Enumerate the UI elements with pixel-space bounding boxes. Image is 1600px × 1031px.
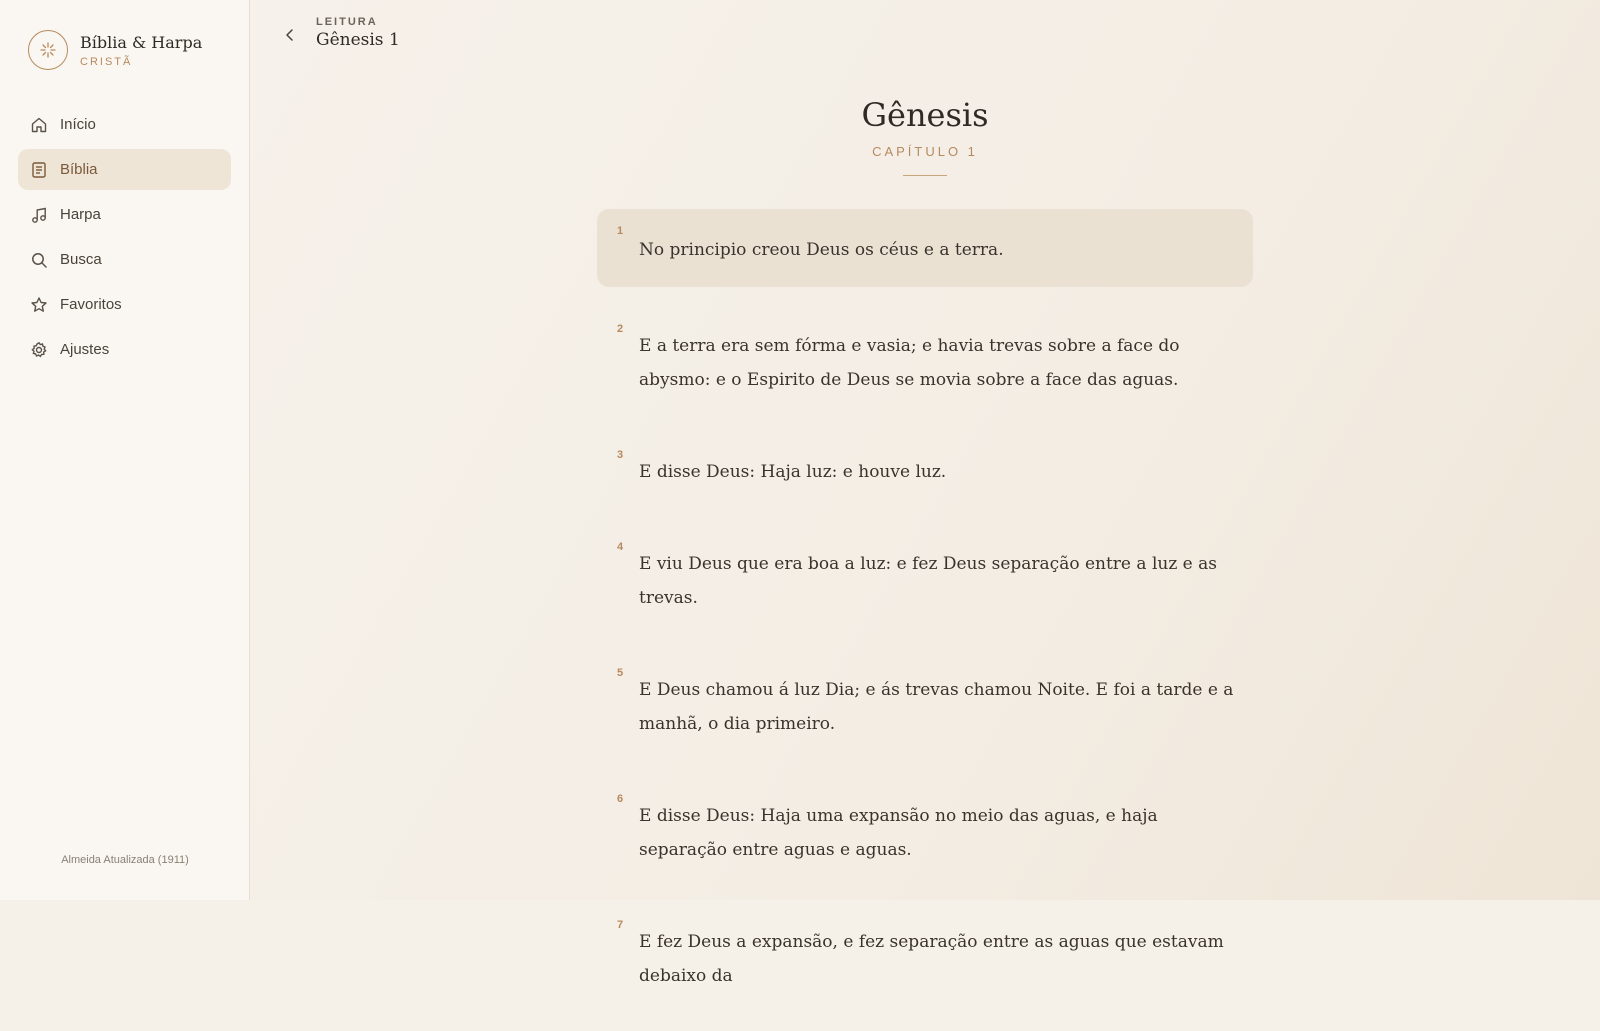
verse-item[interactable] (597, 209, 1253, 287)
sidebar-item-label: Ajustes (60, 341, 110, 358)
sidebar-item-busca[interactable] (18, 239, 231, 280)
sidebar-item-label: Início (60, 116, 96, 133)
sidebar-item-inicio[interactable] (18, 104, 231, 145)
sidebar-item-ajustes[interactable] (18, 329, 231, 370)
verse-text: E disse Deus: Haja uma expansão no meio das aguas, e haja separação entre aguas e aguas. (639, 806, 1158, 860)
sidebar-item-label: Busca (60, 251, 102, 268)
brand-subtitle: CRISTÃ (80, 55, 133, 68)
back-button[interactable] (278, 23, 302, 47)
verse-text: E Deus chamou á luz Dia; e ás trevas chamou Noite. E foi a tarde e a manhã, o dia primeiro. (639, 680, 1234, 734)
sidebar-item-favoritos[interactable] (18, 284, 231, 325)
verse-number: 7 (617, 919, 624, 931)
sidebar-nav (18, 104, 231, 370)
sidebar (0, 0, 250, 900)
verse-item[interactable] (597, 435, 1253, 505)
music-note-icon (30, 206, 48, 224)
chevron-left-icon (283, 28, 297, 42)
verse-number: 2 (617, 323, 624, 335)
sidebar-item-harpa[interactable] (18, 194, 231, 235)
sidebar-item-biblia[interactable] (18, 149, 231, 190)
verse-item[interactable] (597, 905, 1253, 1009)
topbar-crumb: Gênesis 1 (316, 30, 400, 50)
gear-icon (30, 341, 48, 359)
search-icon (30, 251, 48, 269)
sidebar-item-label: Favoritos (60, 296, 122, 313)
verse-item[interactable] (597, 527, 1253, 631)
star-icon (30, 296, 48, 314)
brand-name: Bíblia & Harpa (80, 32, 203, 52)
sparkle-icon (28, 30, 68, 70)
home-icon (30, 116, 48, 134)
verse-text: E fez Deus a expansão, e fez separação entre as aguas que estavam debaixo da (639, 932, 1224, 986)
verse-item[interactable] (597, 653, 1253, 757)
chapter-header (250, 96, 1600, 176)
sidebar-item-label: Harpa (60, 206, 101, 223)
verse-item[interactable] (597, 779, 1253, 883)
verse-text: E viu Deus que era boa a luz: e fez Deus separação entre a luz e as trevas. (639, 554, 1218, 608)
verse-number: 1 (617, 225, 624, 237)
verse-number: 6 (617, 793, 624, 805)
book-icon (30, 161, 48, 179)
verse-text: No principio creou Deus os céus e a terra. (639, 240, 1004, 260)
translation-note: Almeida Atualizada (1911) (61, 854, 189, 866)
reader-topbar (278, 16, 400, 50)
brand[interactable] (18, 30, 231, 70)
verse-text: E a terra era sem fórma e vasia; e havia trevas sobre a face do abysmo: e o Espirito de Deus se movia sobre a face das aguas. (639, 336, 1180, 390)
verse-number: 3 (617, 449, 624, 461)
verse-number: 4 (617, 541, 624, 553)
reader-main (250, 0, 1600, 986)
book-title: Gênesis (861, 96, 989, 134)
chapter-label: CAPÍTULO 1 (872, 144, 978, 159)
topbar-eyebrow: LEITURA (316, 16, 378, 28)
sidebar-item-label: Bíblia (60, 161, 98, 178)
header-divider (903, 175, 947, 176)
verse-number: 5 (617, 667, 624, 679)
verse-list (597, 209, 1253, 1031)
verse-item[interactable] (597, 309, 1253, 413)
verse-text: E disse Deus: Haja luz: e houve luz. (639, 462, 947, 482)
